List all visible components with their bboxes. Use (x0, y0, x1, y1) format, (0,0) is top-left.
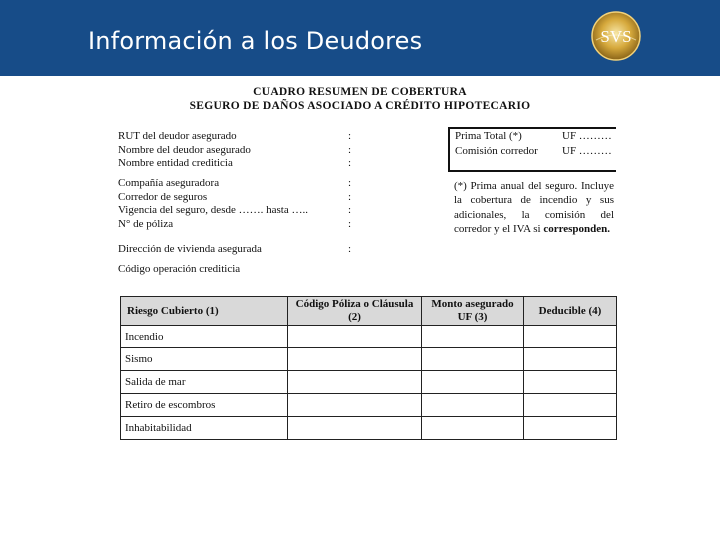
field-vigencia: Vigencia del seguro, desde ……. hasta ….. (118, 204, 308, 216)
header-riesgo: Riesgo Cubierto (1) (121, 297, 288, 326)
row-riesgo: Salida de mar (121, 371, 288, 394)
row-cell-empty (288, 348, 422, 371)
row-cell-empty (288, 371, 422, 394)
premium-note (454, 179, 614, 236)
svs-logo-icon (590, 10, 642, 62)
commission-label: Comisión corredor (455, 145, 538, 157)
commission-value: UF ……… (562, 145, 612, 157)
colon: : (348, 157, 352, 169)
table-header-row (121, 297, 617, 326)
row-cell-empty (288, 394, 422, 417)
coverage-table (120, 296, 617, 440)
row-cell-empty (524, 371, 617, 394)
row-riesgo: Retiro de escombros (121, 394, 288, 417)
row-riesgo: Sismo (121, 348, 288, 371)
header-deducible: Deducible (4) (524, 297, 617, 326)
row-cell-empty (422, 417, 524, 440)
field-poliza: N° de póliza (118, 218, 174, 230)
colon: : (348, 218, 352, 230)
header-codigo-poliza: Código Póliza o Cláusula (2) (288, 297, 422, 326)
table-row (121, 348, 617, 371)
row-cell-empty (524, 417, 617, 440)
row-cell-empty (422, 394, 524, 417)
table-row (121, 371, 617, 394)
table-row (121, 417, 617, 440)
document-title-line1: CUADRO RESUMEN DE COBERTURA (253, 86, 467, 98)
colon: : (348, 204, 352, 216)
page-title: Información a los Deudores (88, 27, 423, 55)
field-corredor: Corredor de seguros (118, 191, 208, 203)
colon: : (348, 191, 352, 203)
table-row (121, 394, 617, 417)
field-nombre-deudor: Nombre del deudor asegurado (118, 144, 251, 156)
row-cell-empty (524, 348, 617, 371)
premium-note-text: (*) Prima anual del seguro. Incluye la cobertura de incendio y sus adicionales, la comisión del corredor y el IVA si (454, 180, 614, 235)
row-cell-empty (288, 326, 422, 348)
row-cell-empty (422, 326, 524, 348)
field-direccion: Dirección de vivienda asegurada (118, 243, 262, 255)
premium-total-label: Prima Total (*) (455, 130, 522, 142)
header-bar (0, 0, 720, 76)
row-cell-empty (422, 371, 524, 394)
colon: : (348, 144, 352, 156)
logo-text: SVS (600, 27, 632, 46)
premium-total-value: UF ……… (562, 130, 612, 142)
field-entidad-crediticia: Nombre entidad crediticia (118, 157, 233, 169)
row-cell-empty (524, 326, 617, 348)
table-row (121, 326, 617, 348)
colon: : (348, 177, 352, 189)
premium-note-bold: corresponden. (543, 222, 611, 235)
document-title-line2: SEGURO DE DAÑOS ASOCIADO A CRÉDITO HIPOTECARIO (189, 100, 531, 112)
colon: : (348, 243, 352, 255)
colon: : (348, 130, 352, 142)
row-riesgo: Incendio (121, 326, 288, 348)
row-cell-empty (422, 348, 524, 371)
row-cell-empty (288, 417, 422, 440)
row-cell-empty (524, 394, 617, 417)
row-riesgo: Inhabitabilidad (121, 417, 288, 440)
header-monto: Monto asegurado UF (3) (422, 297, 524, 326)
field-compania-aseguradora: Compañía aseguradora (118, 177, 220, 189)
field-rut: RUT del deudor asegurado (118, 130, 237, 142)
field-codigo-operacion: Código operación crediticia (118, 263, 241, 275)
